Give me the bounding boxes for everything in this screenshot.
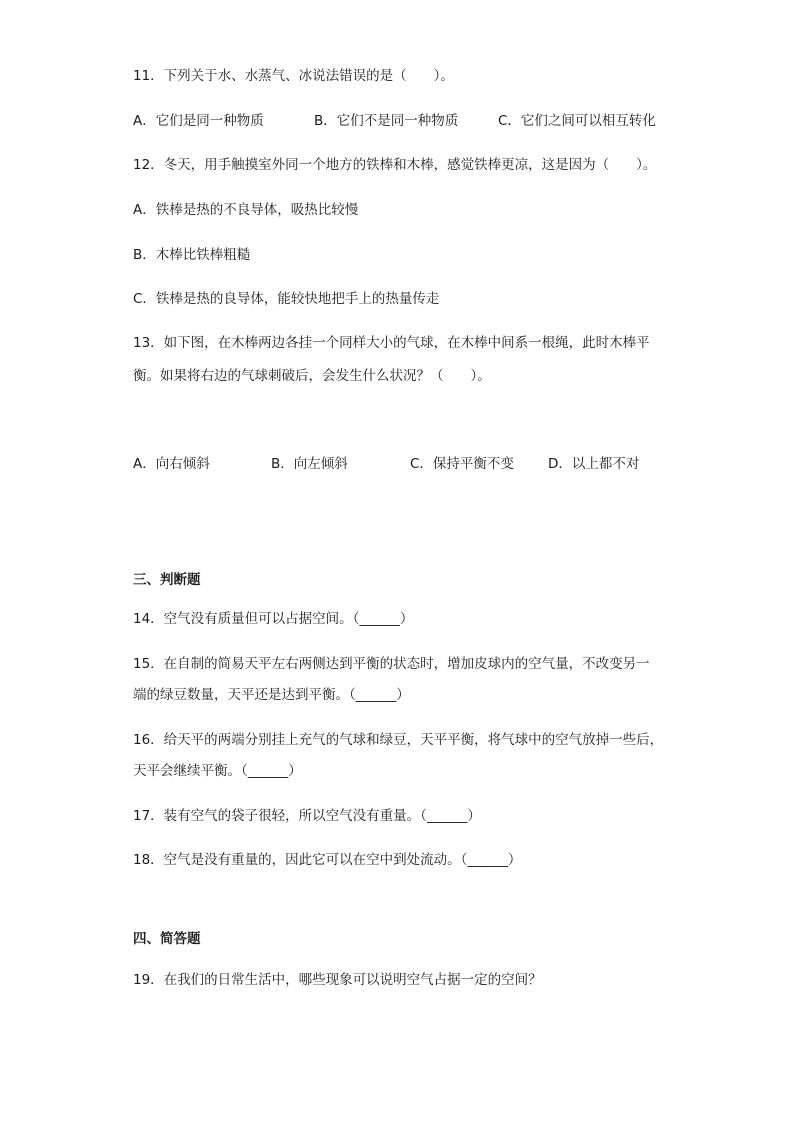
question-13-stem-line-2: 衡。如果将右边的气球刺破后，会发生什么状况？（ ）。 [133, 368, 491, 384]
question-19: 19．在我们的日常生活中，哪些现象可以说明空气占据一定的空间？ [133, 972, 542, 988]
question-13-option-b: B．向左倾斜 [271, 456, 348, 472]
section-4-heading: 四、简答题 [133, 931, 201, 947]
section-3-heading: 三、判断题 [133, 572, 201, 588]
question-12-stem: 12．冬天，用手触摸室外同一个地方的铁棒和木棒，感觉铁棒更凉，这是因为（ ）。 [133, 157, 657, 173]
question-13-option-a: A．向右倾斜 [133, 456, 210, 472]
question-15-line-2: 端的绿豆数量，天平还是达到平衡。（______） [133, 687, 410, 703]
question-17: 17．装有空气的袋子很轻，所以空气没有重量。（______） [133, 808, 481, 824]
question-12-option-a: A．铁棒是热的不良导体，吸热比较慢 [133, 202, 359, 218]
question-12-option-b: B．木棒比铁棒粗糙 [133, 247, 251, 263]
question-15-line-1: 15．在自制的简易天平左右两侧达到平衡的状态时，增加皮球内的空气量，不改变另一 [133, 656, 650, 672]
question-16-line-2: 天平会继续平衡。（______） [133, 763, 302, 779]
question-14: 14．空气没有质量但可以占据空间。（______） [133, 611, 414, 627]
question-13-option-d: D．以上都不对 [548, 456, 640, 472]
question-11-option-b: B．它们不是同一种物质 [314, 113, 459, 129]
question-11-option-c: C．它们之间可以相互转化 [498, 113, 656, 129]
question-13-stem-line-1: 13．如下图，在木棒两边各挂一个同样大小的气球，在木棒中间系一根绳，此时木棒平 [133, 335, 650, 351]
question-11-stem: 11．下列关于水、水蒸气、冰说法错误的是（ ）。 [133, 68, 454, 84]
question-13-option-c: C．保持平衡不变 [410, 456, 514, 472]
question-12-option-c: C．铁棒是热的良导体，能较快地把手上的热量传走 [133, 291, 440, 307]
question-16-line-1: 16．给天平的两端分别挂上充气的气球和绿豆，天平平衡，将气球中的空气放掉一些后， [133, 732, 664, 748]
question-11-option-a: A．它们是同一种物质 [133, 113, 264, 129]
question-18: 18．空气是没有重量的，因此它可以在空中到处流动。（______） [133, 852, 522, 868]
